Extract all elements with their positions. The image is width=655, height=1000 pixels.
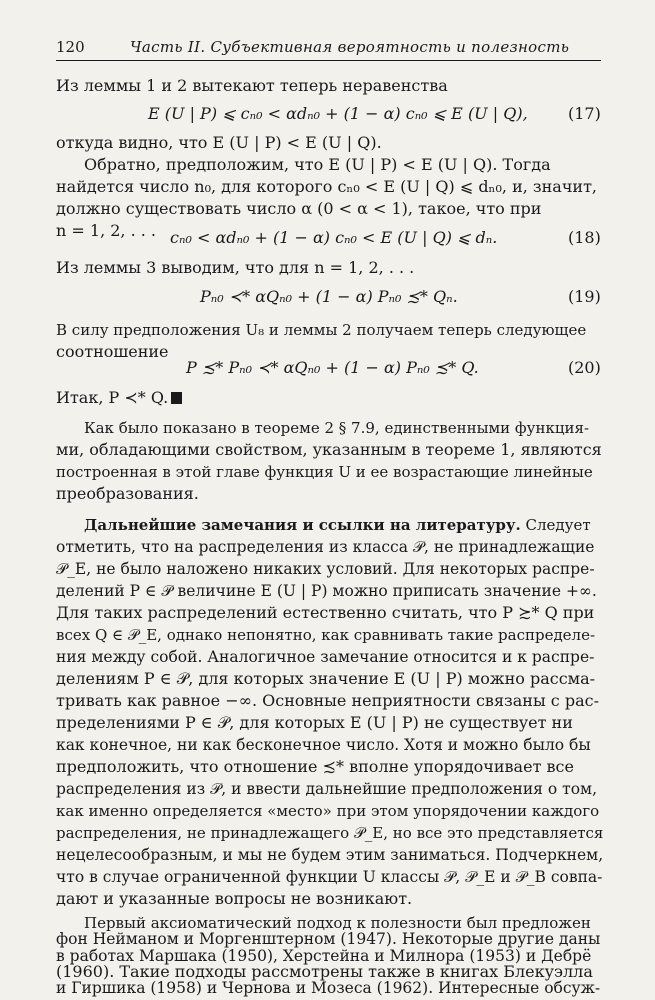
qed-square-icon (171, 392, 182, 404)
text-line: нецелесообразным, и мы не будем этим заниматься. Подчеркнем, (56, 846, 604, 864)
qed-text: Итак, P ≺* Q. (56, 388, 169, 407)
text-line: должно существовать число α (0 < α < 1), такое, что при (56, 199, 542, 218)
text-line: 𝒫_E, не было наложено никаких условий. Для некоторых распре- (56, 560, 595, 578)
page-header (56, 38, 601, 61)
section-heading-line (84, 515, 603, 535)
text-line: откуда видно, что E (U | P) < E (U | Q). (56, 133, 382, 152)
text-line: В силу предположения U₈ и леммы 2 получаем теперь следующее (56, 321, 587, 339)
page-number: 120 (56, 38, 85, 56)
text-line: ния между собой. Аналогичное замечание относится и к распре- (56, 648, 595, 666)
text-line: отметить, что на распределения из класса 𝒫, не принадлежащие (56, 538, 595, 556)
text-line: пределениями P ∈ 𝒫, для которых E (U | P) не существует ни (56, 713, 573, 732)
qed-line (56, 388, 603, 408)
text-line: ми, обладающими свойством, указанным в теореме 1, являются (56, 440, 602, 459)
running-title: Часть II. Субъективная вероятность и полезность (130, 38, 570, 56)
equation-number-17: (17) (568, 104, 601, 123)
text-line: n = 1, 2, . . . (56, 221, 157, 240)
text-line: и Гиршика (1958) и Чернова и Мозеса (1962). Интересные обсуж- (56, 979, 601, 997)
text-line: преобразования. (56, 484, 199, 503)
text-line: Как было показано в теореме 2 § 7.9, единственными функция- (84, 419, 590, 437)
text-line: предположить, что отношение ≾* вполне упорядочивает все (56, 757, 574, 776)
text-line: всех Q ∈ 𝒫_E, однако непонятно, как сравнивать такие распределе- (56, 626, 596, 644)
section-heading: Дальнейшие замечания и ссылки на литературу. (84, 516, 521, 534)
text-line: Первый аксиоматический подход к полезности был предложен (84, 914, 591, 933)
text-line: делениям P ∈ 𝒫, для которых значение E (U | P) можно рассма- (56, 669, 596, 688)
equation-number-19: (19) (568, 287, 601, 306)
section-heading-continuation: Следует (525, 516, 591, 534)
equation-17: E (U | P) ⩽ cₙ₀ < αdₙ₀ + (1 − α) cₙ₀ ⩽ E (U | Q), (148, 104, 528, 123)
text-line: как конечное, ни как бесконечное число. Хотя и можно было бы (56, 736, 591, 754)
text-line: фон Нейманом и Моргенштерном (1947). Некоторые другие даны (56, 930, 601, 949)
text-line: тривать как равное −∞. Основные неприятности связаны с рас- (56, 691, 599, 710)
equation-20: P ≾* Pₙ₀ ≺* αQₙ₀ + (1 − α) Pₙ₀ ≾* Q. (186, 358, 479, 377)
text-line: Для таких распределений естественно считать, что P ≿* Q при (56, 603, 595, 622)
equation-number-18: (18) (568, 228, 601, 247)
text-line: как именно определяется «место» при этом упорядочении каждого (56, 802, 600, 820)
text-line: дают и указанные вопросы не возникают. (56, 889, 413, 908)
text-line: соотношение (56, 342, 169, 361)
text-line: Из леммы 3 выводим, что для n = 1, 2, . . . (56, 258, 415, 277)
text-line: в работах Маршака (1950), Херстейна и Милнора (1953) и Дебрё (56, 946, 592, 965)
equation-number-20: (20) (568, 358, 601, 377)
text-line: распределения из 𝒫, и ввести дальнейшие предположения о том, (56, 780, 598, 798)
text-line: Обратно, предположим, что E (U | P) < E (U | Q). Тогда (84, 155, 551, 174)
text-line: (1960). Такие подходы рассмотрены также в книгах Блекуэлла (56, 961, 593, 981)
equation-18: cₙ₀ < αdₙ₀ + (1 − α) cₙ₀ < E (U | Q) ⩽ dₙ. (170, 228, 498, 247)
text-line: делений P ∈ 𝒫 величине E (U | P) можно приписать значение +∞. (56, 582, 597, 600)
text-line: построенная в этой главе функция U и ее возрастающие линейные (56, 463, 593, 481)
equation-19: Pₙ₀ ≺* αQₙ₀ + (1 − α) Pₙ₀ ≾* Qₙ. (200, 287, 458, 306)
text-line: распределения, не принадлежащего 𝒫_E, но все это представляется (56, 824, 604, 842)
text-line: найдется число n₀, для которого cₙ₀ < E (U | Q) ⩽ dₙ₀, и, значит, (56, 177, 598, 196)
text-line: что в случае ограниченной функции U классы 𝒫, 𝒫_E и 𝒫_B совпа- (56, 868, 603, 886)
text-line: Из леммы 1 и 2 вытекают теперь неравенства (56, 76, 448, 95)
